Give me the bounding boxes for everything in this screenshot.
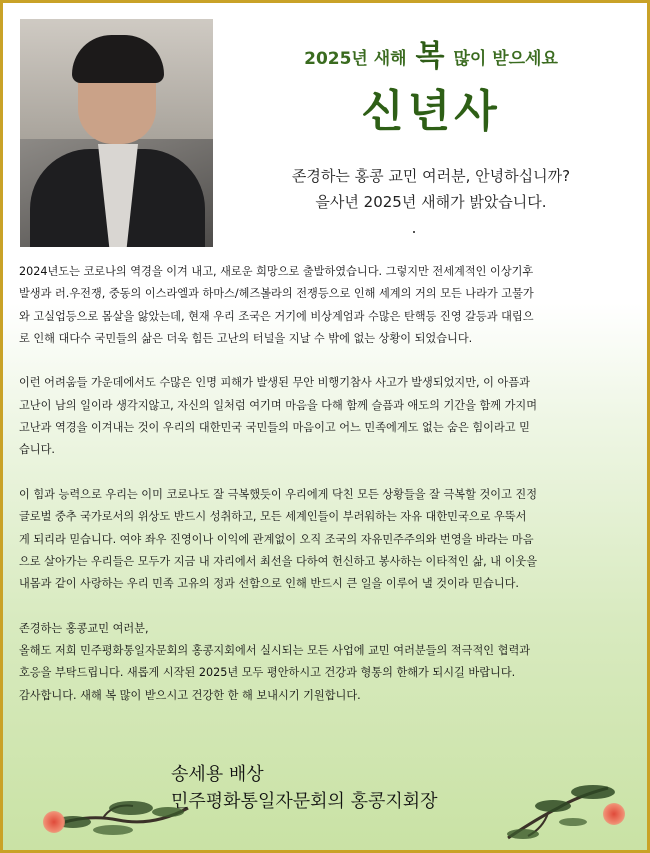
text-line: 고난과 역경을 이겨내는 것이 우리의 대한민국 국민들의 마음이고 어느 민족에게도 없는 숨은 힘이라고 믿 [19,421,530,435]
signature-name: 송세용 배상 [171,764,264,785]
text-line: 으로 살아가는 우리들은 모두가 지금 내 자리에서 최선을 다하여 헌신하고 봉사하는 이타적인 삶, 내 이웃을 [19,554,538,568]
text-line: 호응을 부탁드립니다. 새롭게 시작된 2025년 모두 평안하시고 건강과 형통의 한해가 되시길 바랍니다. [19,666,516,680]
signature-organization: 민주평화통일자문회의 홍콩지회장 [171,791,438,812]
text-line: 2024년도는 코로나의 역경을 이겨 내고, 새로운 희망으로 출발하였습니다. 그렇지만 전세계적인 이상기후 [19,265,534,278]
text-line: 올해도 저희 민주평화통일자문회의 홍콩지회에서 실시되는 모든 사업에 교민 여러분들의 적극적인 협력과 [19,644,531,658]
paragraph [19,484,639,595]
text-line: 존경하는 홍콩교민 여러분, [19,621,149,635]
greeting-prefix: 2025년 새해 [304,49,407,69]
salutation-line-2: 을사년 2025년 새해가 밝았습니다. [315,193,547,211]
red-sun-right [603,803,625,825]
text-line: 와 고실업등으로 몸살을 앓았는데, 현재 우리 조국은 거기에 비상계엄과 수많은 탄핵등 진영 갈등과 대립으 [19,309,534,323]
greeting-suffix: 많이 받으세요 [453,49,558,69]
paragraph [19,618,639,707]
text-line: 감사합니다. 새해 복 많이 받으시고 건강한 한 해 보내시기 기원합니다. [19,688,361,702]
paragraph [19,372,639,461]
text-line: 내몸과 같이 사랑하는 우리 민족 고유의 정과 선함으로 인해 반드시 큰 일을 이루어 낼 것이라 믿습니다. [19,577,519,591]
text-line: 이런 어려움들 가운데에서도 수많은 인명 피해가 발생된 무안 비행기참사 사고가 발생되었지만, 이 아픔과 [19,376,530,390]
text-line: 습니다. [19,443,55,457]
letter-body [19,261,639,729]
divider-dot [413,231,415,233]
red-sun-left [43,811,65,833]
text-line: 고난이 남의 일이라 생각지않고, 자신의 일처럼 여기며 마음을 다해 함께 슬픔과 애도의 기간을 함께 가지며 [19,398,538,412]
signature-block [171,761,438,815]
new-year-greeting [231,31,631,75]
salutation-line-1: 존경하는 홍콩 교민 여러분, 안녕하십니까? [291,167,571,185]
page-title: 신년사 [361,86,501,137]
greeting-bok: 복 [415,39,445,74]
text-line: 로 인해 대다수 국민들의 삶은 더욱 힘든 고난의 터널을 지날 수 밖에 없는 상황이 되었습니다. [19,331,473,345]
salutation [231,163,631,215]
author-photo [20,19,213,247]
text-line: 이 힘과 능력으로 우리는 이미 코로나도 잘 극복했듯이 우리에게 닥친 모든 상황들을 잘 극복할 것이고 진정 [19,487,538,501]
text-line: 게 되리라 믿습니다. 여야 좌우 진영이나 이익에 관계없이 오직 조국의 자유민주주의와 번영을 바라는 마음 [19,532,534,546]
text-line: 발생과 러.우전쟁, 중동의 이스라엘과 하마스/헤즈볼라의 전쟁등으로 인해 세계의 거의 모든 나라가 고물가 [19,287,534,301]
paragraph [19,261,639,350]
text-line: 글로벌 중추 국가로서의 위상도 반드시 성취하고, 모든 세계인들이 부러워하는 자유 대한민국으로 우뚝서 [19,510,527,524]
